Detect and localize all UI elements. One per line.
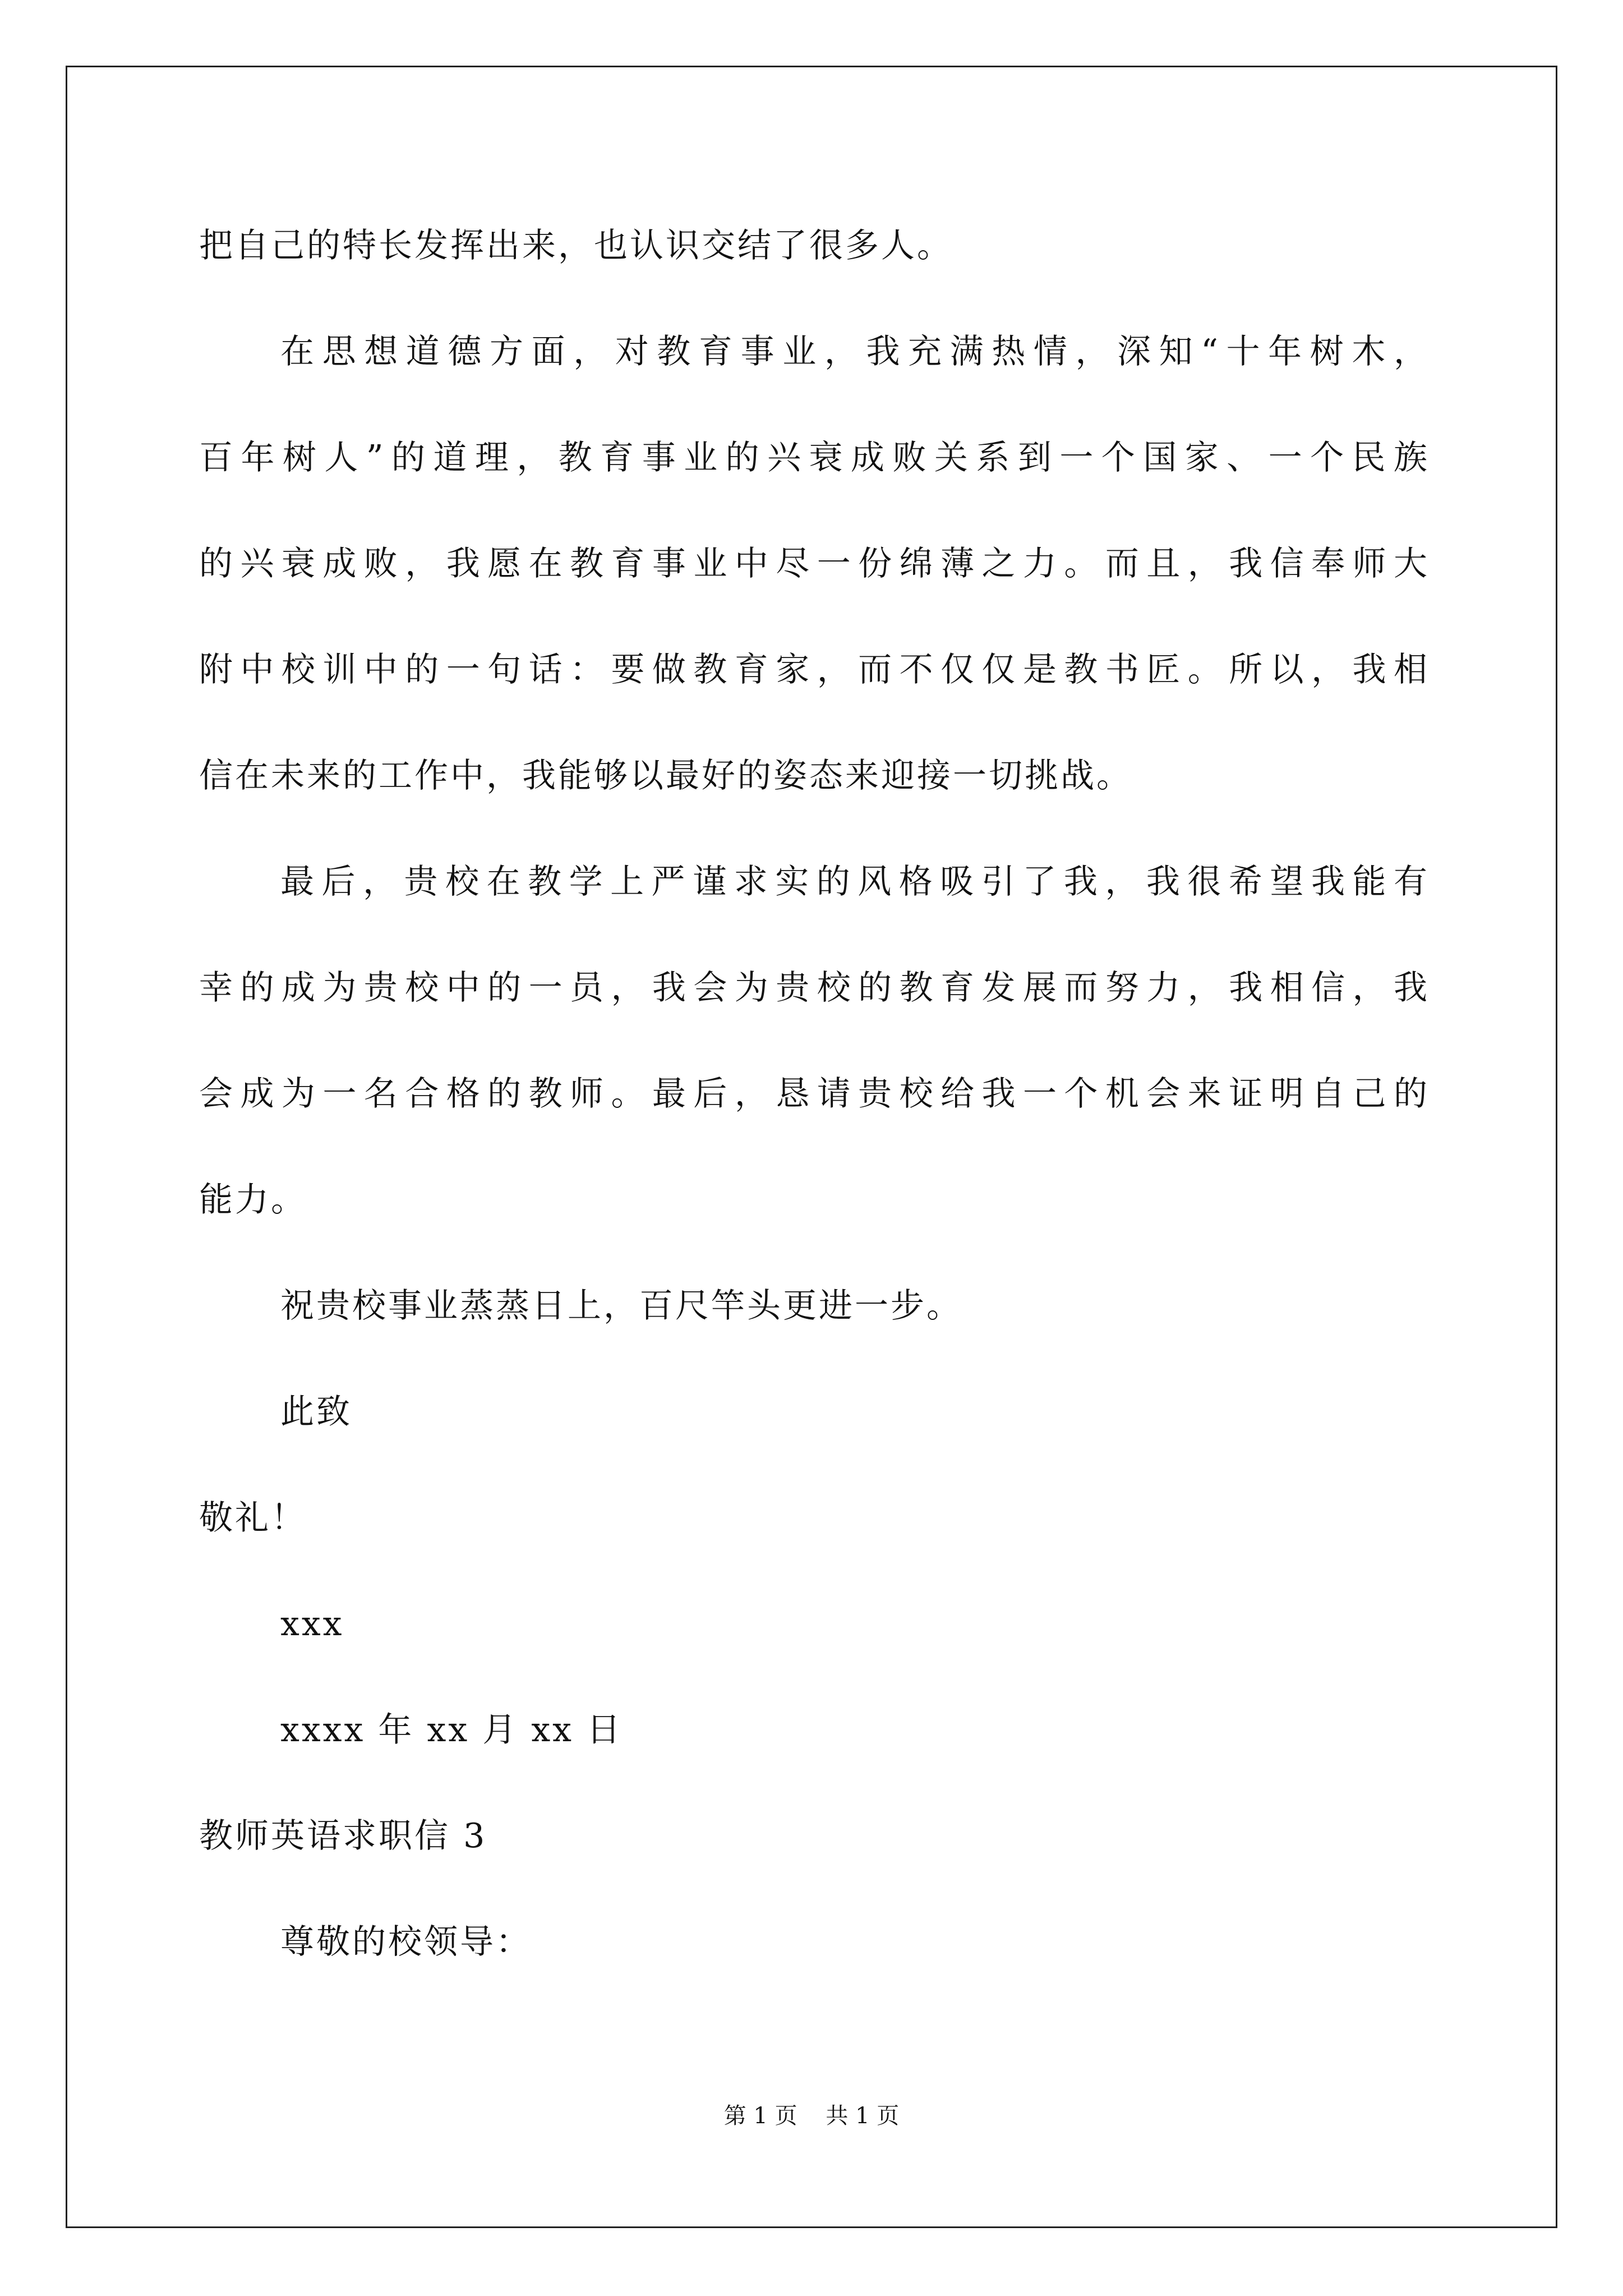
closing-regards: 敬礼！ <box>199 1498 307 1538</box>
paragraph-line: 在思想道德方面，对教育事业，我充满热情，深知“十年树木， <box>280 332 1427 371</box>
paragraph-line: 百年树人”的道理，教育事业的兴衰成败关系到一个国家、一个民族 <box>199 438 1427 477</box>
signature-date: xxxx 年 xx 月 xx 日 <box>280 1710 623 1750</box>
paragraph-line: 信在未来的工作中，我能够以最好的姿态来迎接一切挑战。 <box>199 756 1132 795</box>
paragraph-line: 附中校训中的一句话：要做教育家，而不仅仅是教书匠。所以，我相 <box>199 650 1427 689</box>
page-footer: 第 1 页 共 1 页 <box>723 2103 900 2129</box>
section-title: 教师英语求职信 3 <box>199 1816 487 1856</box>
page-border <box>66 66 1557 2228</box>
paragraph-line: 最后，贵校在教学上严谨求实的风格吸引了我，我很希望我能有 <box>280 862 1427 901</box>
closing-salutation: 此致 <box>280 1392 352 1432</box>
paragraph-line: 的兴衰成败，我愿在教育事业中尽一份绵薄之力。而且，我信奉师大 <box>199 544 1427 583</box>
signature-name: xxx <box>280 1604 344 1644</box>
paragraph-line: 把自己的特长发挥出来，也认识交结了很多人。 <box>199 226 953 265</box>
paragraph-line: 幸的成为贵校中的一员，我会为贵校的教育发展而努力，我相信，我 <box>199 968 1427 1007</box>
paragraph-line: 能力。 <box>199 1180 307 1220</box>
greeting: 尊敬的校领导： <box>280 1922 532 1962</box>
paragraph-line: 会成为一名合格的教师。最后，恳请贵校给我一个机会来证明自己的 <box>199 1074 1427 1114</box>
paragraph-line: 祝贵校事业蒸蒸日上，百尺竿头更进一步。 <box>280 1286 962 1326</box>
